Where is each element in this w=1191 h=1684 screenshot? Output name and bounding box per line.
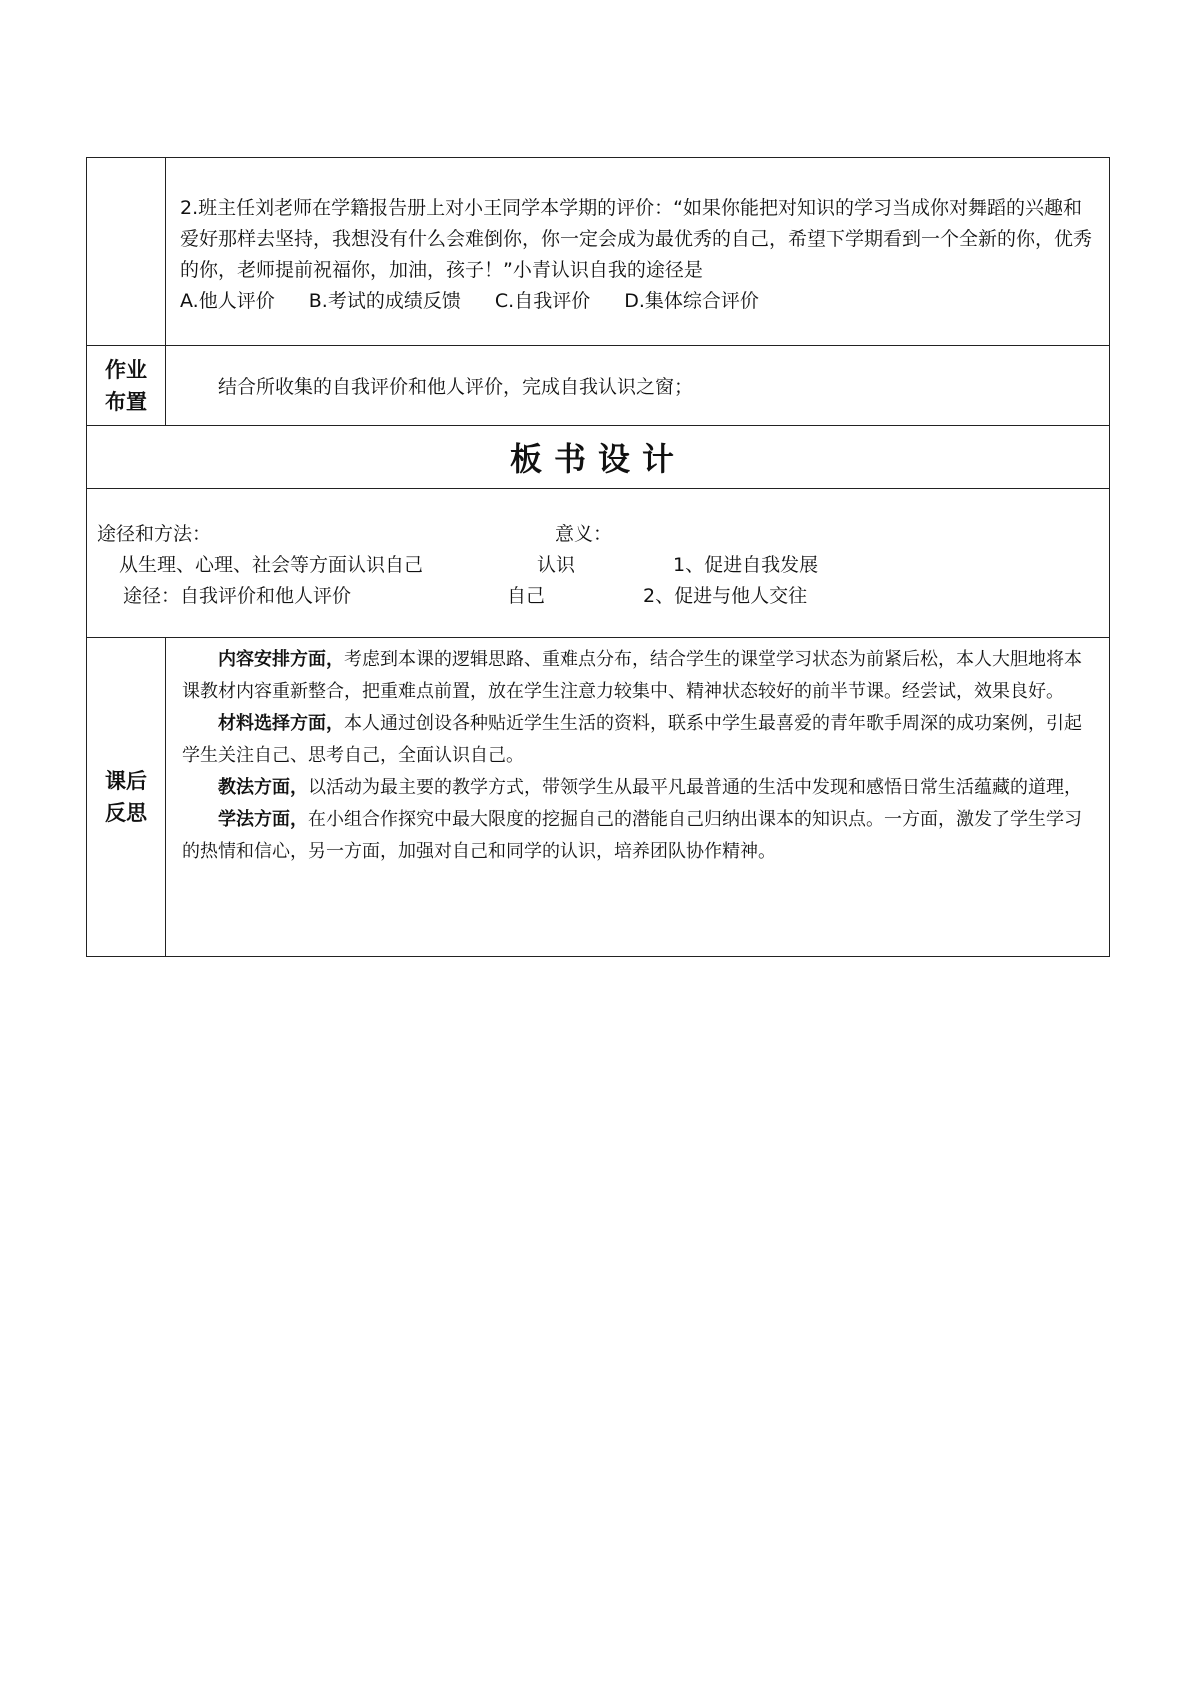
option-b: B.考试的成绩反馈 [308,289,461,312]
reflection-para1-text: 考虑到本课的逻辑思路、重难点分布，结合学生的课堂学习状态为前紧后松，本人大胆地将本课教材内容重新整合，把重难点前置，放在学生注意力较集中、精神状态较好的前半节课。经尝试，效果良好。 [182,649,1082,702]
option-d: D.集体综合评价 [624,289,759,312]
reflection-label-line1: 课后 [105,769,147,793]
reflection-para3-heading: 教法方面， [218,777,308,798]
board-meaning-heading: 意义： [555,523,613,545]
question-row [87,158,1110,346]
board-line2-right: 2、促进与他人交往 [643,585,808,607]
board-content-row [87,489,1110,638]
reflection-paragraph [182,804,1089,868]
option-c: C.自我评价 [494,289,591,312]
reflection-paragraph [182,644,1089,708]
question-text: 2.班主任刘老师在学籍报告册上对小王同学本学期的评价：“如果你能把对知识的学习当成你对舞蹈的兴趣和爱好那样去坚持，我想没有什么会难倒你，你一定会成为最优秀的自己，希望下学期看到一个全新的你，优秀的你，老师提前祝福你，加油，孩子！”小青认识自我的途径是 [180,196,1093,281]
homework-row [87,346,1110,426]
board-line2-left: 途径：自我评价和他人评价 [123,585,352,607]
question-options [180,286,1095,317]
board-line1-right: 1、促进自我发展 [673,554,819,576]
question-label-cell [87,158,166,346]
board-design-title: 板书设计 [87,426,1110,489]
board-design-content [87,489,1110,638]
reflection-paragraph [182,772,1089,804]
homework-label-line2: 布置 [105,389,147,414]
board-title-row [87,426,1110,489]
board-line1-left: 从生理、心理、社会等方面认识自己 [119,554,424,576]
board-path-heading: 途径和方法： [97,523,212,545]
board-line2-mid: 自己 [507,585,546,607]
homework-text: 结合所收集的自我评价和他人评价，完成自我认识之窗； [166,346,1110,426]
reflection-para4-text: 在小组合作探究中最大限度的挖掘自己的潜能自己归纳出课本的知识点。一方面，激发了学生学习的热情和信心，另一方面，加强对自己和同学的认识，培养团队协作精神。 [182,809,1082,862]
reflection-para2-text: 本人通过创设各种贴近学生生活的资料，联系中学生最喜爱的青年歌手周深的成功案例，引起学生关注自己、思考自己，全面认识自己。 [182,713,1082,766]
reflection-para2-heading: 材料选择方面， [218,713,344,734]
homework-label [87,346,166,426]
reflection-content [166,638,1110,957]
reflection-label [87,638,166,957]
board-line1-mid: 认识 [537,554,576,576]
reflection-paragraph [182,708,1089,772]
reflection-label-line2: 反思 [105,801,147,825]
question-cell [166,158,1110,346]
lesson-plan-table [86,157,1110,957]
option-a: A.他人评价 [180,289,275,312]
reflection-row [87,638,1110,957]
reflection-para1-heading: 内容安排方面， [218,649,344,670]
reflection-para4-heading: 学法方面， [218,809,308,830]
homework-label-line1: 作业 [105,357,147,382]
reflection-para3-text: 以活动为最主要的教学方式，带领学生从最平凡最普通的生活中发现和感悟日常生活蕴藏的道理， [308,777,1082,798]
